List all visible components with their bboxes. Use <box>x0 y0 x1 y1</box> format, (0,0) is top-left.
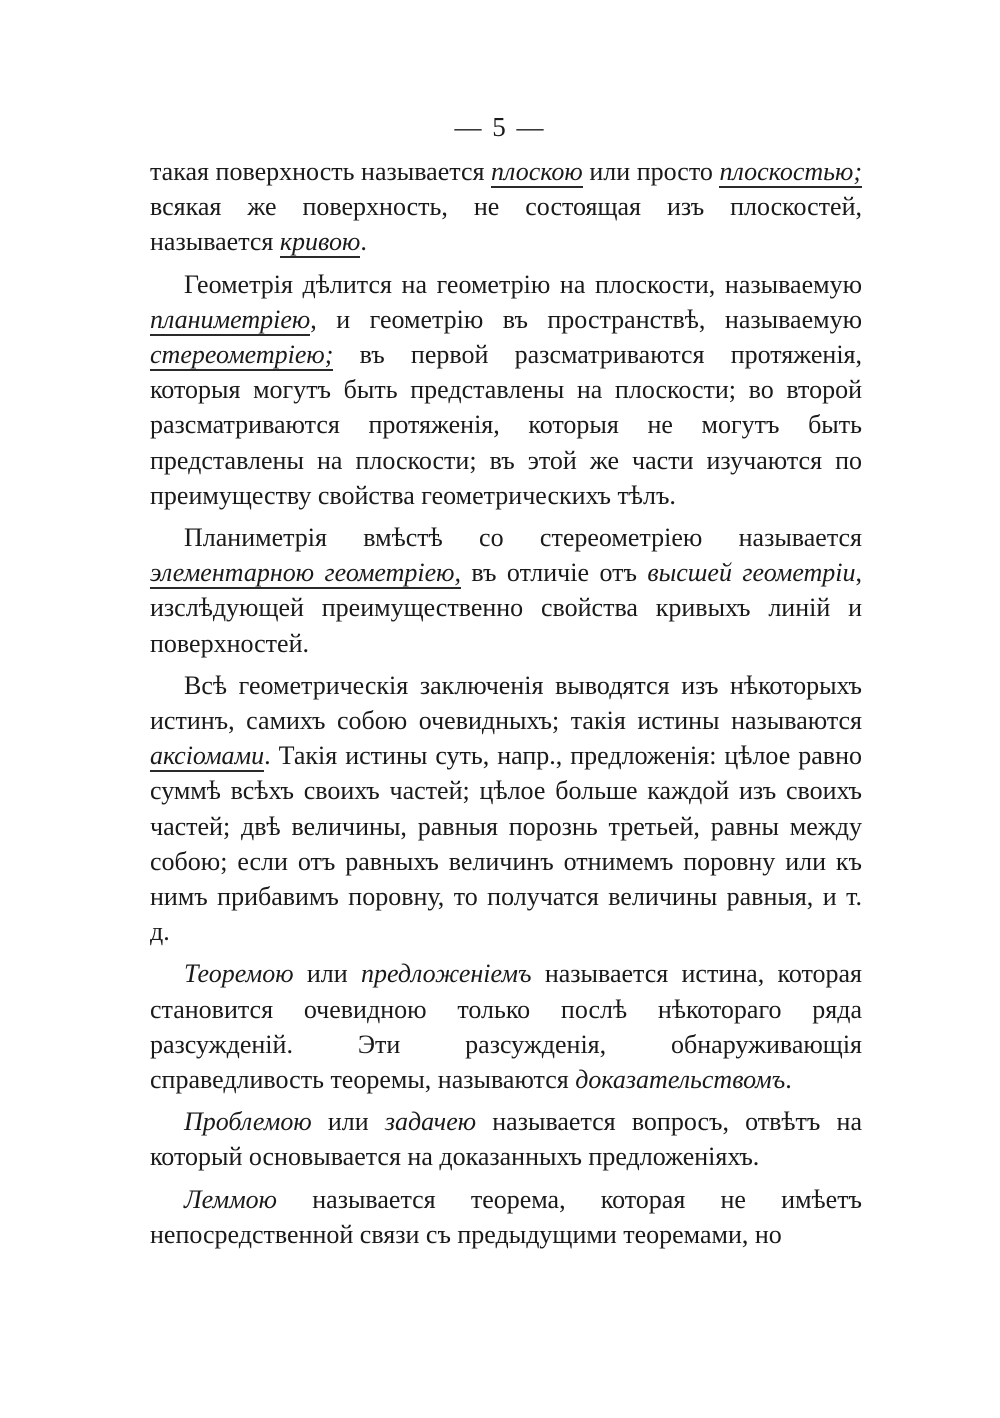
paragraph-p2 <box>150 267 862 513</box>
paragraph-p7 <box>150 1182 862 1252</box>
underlined-term: кривою <box>279 227 361 257</box>
text-run: . <box>785 1065 792 1095</box>
underlined-term: элементарною геометріею, <box>150 558 461 588</box>
page-number: — 5 — <box>454 112 546 142</box>
italic-term: задачею <box>384 1107 477 1137</box>
text-run: , и геометрію въ пространствѣ, называемую <box>310 304 862 334</box>
text-run: Всѣ геометрическія заключенія выводятся изъ нѣкоторыхъ истинъ, самихъ собою очевидныхъ; такія истины называются <box>150 670 862 736</box>
underlined-term: плоскостью; <box>719 157 862 186</box>
italic-term: Теоремою <box>184 959 294 989</box>
underlined-term: аксіомами <box>150 741 265 771</box>
italic-term: предложеніемъ <box>360 959 532 989</box>
text-run: въ первой разсматриваются протяженія, которыя могутъ быть представлены на плоскости; во второй разсматриваются протяженія, которыя не могутъ быть представлены на плоскости; въ этой же части изучаются по преимуществу свойства геометрическихъ тѣлъ. <box>150 340 862 510</box>
text-run: , изслѣдующей преимущественно свойства кривыхъ линій и поверхностей. <box>150 558 863 658</box>
text-run: называется истина, которая становится очевидною только послѣ нѣкотораго ряда разсужденій. Эти разсужденія, обнаруживающія справедливость теоремы, называются <box>150 959 862 1095</box>
text-run: называется вопросъ, отвѣтъ на который основывается на доказанныхъ предложеніяхъ. <box>150 1107 862 1172</box>
paragraph-p6 <box>150 1104 862 1174</box>
italic-term: доказательствомъ <box>575 1065 786 1095</box>
text-run: всякая же поверхность, не состоящая изъ плоскостей, называется <box>150 192 862 257</box>
text-run: или <box>311 1107 385 1137</box>
text-run: . <box>360 227 367 257</box>
italic-term: высшей геометріи <box>647 558 856 588</box>
text-run: такая поверхность называется <box>150 157 492 186</box>
underlined-term: плоскою <box>491 157 583 186</box>
underlined-term: планиметріею <box>150 304 311 334</box>
italic-term: Леммою <box>184 1184 278 1214</box>
paragraph-p1 <box>150 154 862 260</box>
text-run: или <box>293 959 361 989</box>
text-run: въ отличіе отъ <box>461 558 648 588</box>
paragraph-p5 <box>150 956 862 1097</box>
italic-term: Проблемою <box>184 1107 312 1137</box>
underlined-term: стереометріею; <box>150 340 334 370</box>
text-run: . Такія истины суть, напр., предложенія: цѣлое равно суммѣ всѣхъ своихъ частей; цѣлое больше каждой изъ своихъ частей; двѣ величины, равныя порознь третьей, равны между собою; если отъ равныхъ величинъ отнимемъ поровну или къ нимъ прибавимъ поровну, то получатся величины равныя, и т. д. <box>150 741 862 947</box>
body-text <box>150 154 862 1252</box>
text-run: Геометрія дѣлится на геометрію на плоскости, называемую <box>184 269 862 299</box>
paragraph-p3 <box>150 520 862 661</box>
paragraph-p4 <box>150 668 862 950</box>
text-run: называется теорема, которая не имѣетъ непосредственной связи съ предыдущими теоремами, но <box>150 1184 862 1249</box>
text-run: или просто <box>582 157 720 186</box>
text-run: Планиметрія вмѣстѣ со стереометріею называется <box>184 523 862 553</box>
